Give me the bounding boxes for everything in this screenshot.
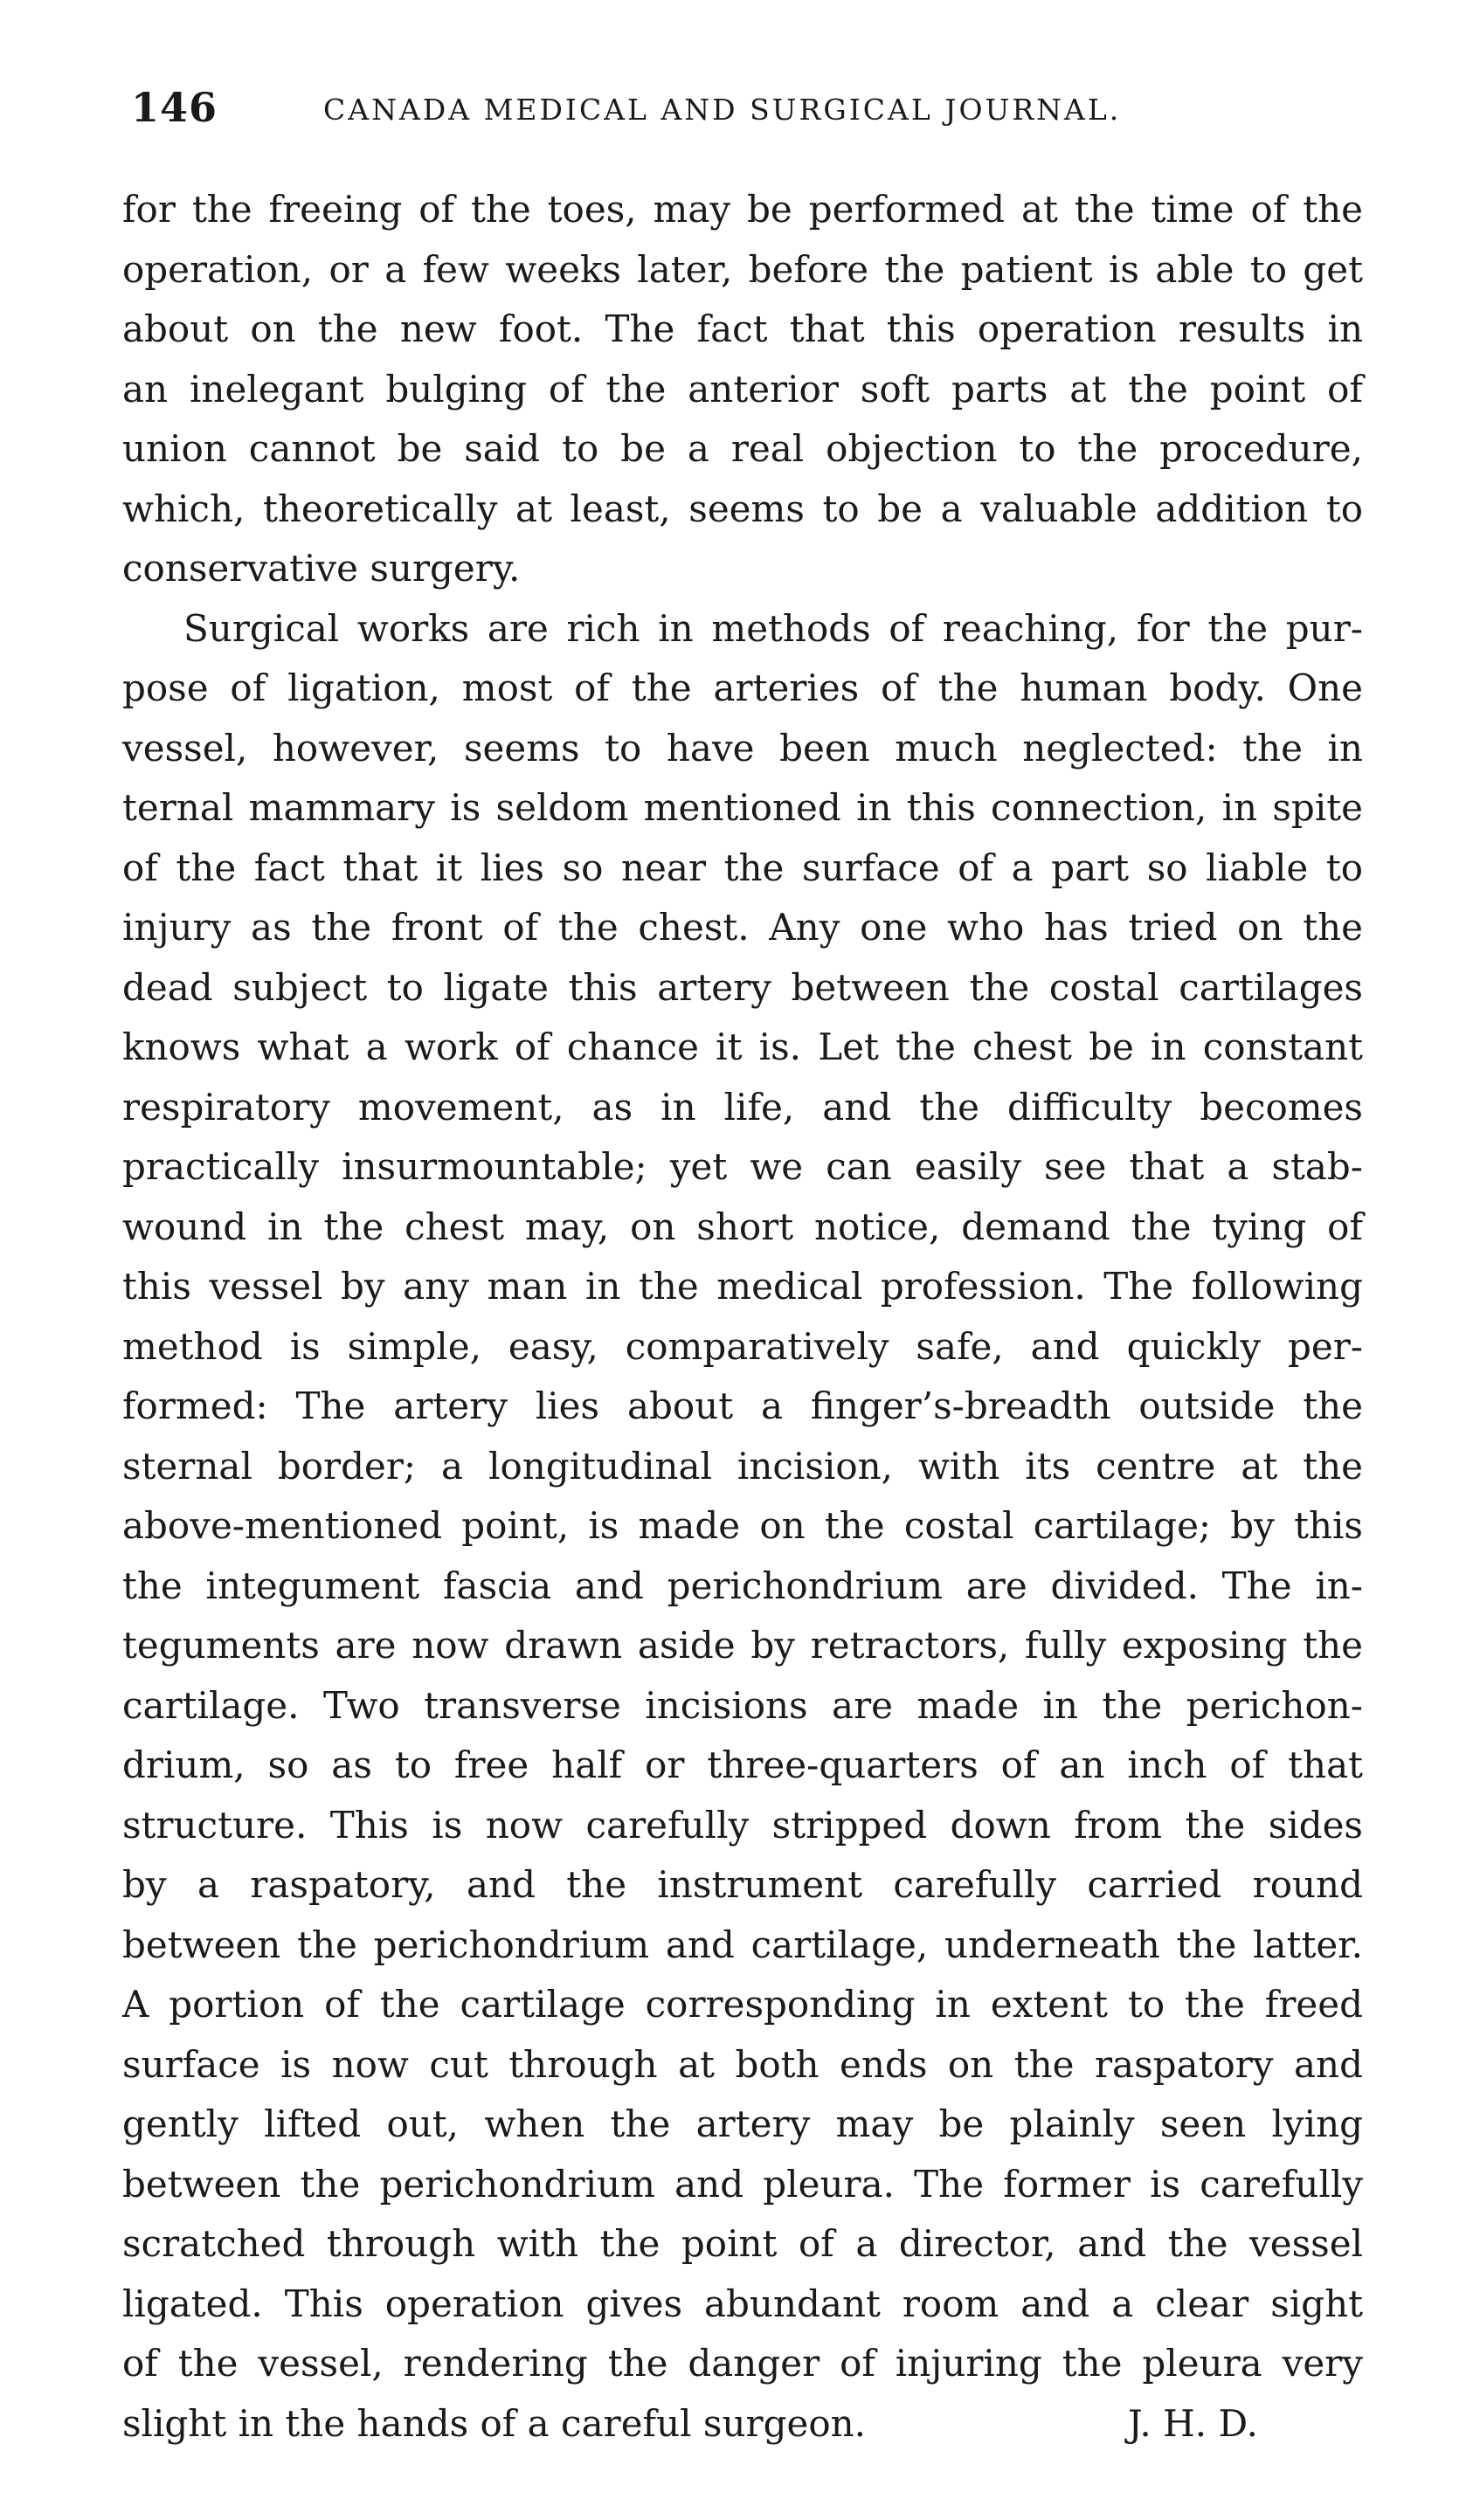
- text-line: for the freeing of the toes, may be performed at the time of the: [122, 188, 1363, 231]
- text-line: formed: The artery lies about a finger’s-breadth outside the: [122, 1384, 1363, 1427]
- text-line: sternal border; a longitudinal incision, with its centre at the: [122, 1444, 1363, 1488]
- text-line: above-mentioned point, is made on the costal cartilage; by this: [122, 1504, 1363, 1547]
- text-line: surface is now cut through at both ends on the raspatory and: [122, 2042, 1363, 2086]
- text-line: operation, or a few weeks later, before the patient is able to get: [122, 247, 1363, 291]
- text-line: union cannot be said to be a real objection to the procedure,: [122, 427, 1363, 470]
- text-line: ligated. This operation gives abundant room and a clear sight: [122, 2282, 1363, 2325]
- final-text-line: slight in the hands of a careful surgeon.: [122, 2401, 867, 2445]
- text-line: knows what a work of chance it is. Let the chest be in constant: [122, 1025, 1363, 1068]
- text-line: the integument fascia and perichondrium are divided. The in-: [122, 1564, 1363, 1607]
- paragraph-1: [122, 180, 1363, 599]
- closing-line: [122, 2394, 1363, 2454]
- text-line: A portion of the cartilage corresponding in extent to the freed: [122, 1983, 1363, 2026]
- text-line: Surgical works are rich in methods of reaching, for the pur-: [183, 606, 1363, 650]
- text-line: injury as the front of the chest. Any one who has tried on the: [122, 906, 1363, 949]
- text-line: by a raspatory, and the instrument carefully carried round: [122, 1863, 1363, 1906]
- text-line: pose of ligation, most of the arteries of the human body. One: [122, 666, 1363, 709]
- text-line: which, theoretically at least, seems to be a valuable addition to: [122, 487, 1363, 530]
- paragraph-2: [122, 599, 1363, 2454]
- text-line: method is simple, easy, comparatively safe, and quickly per-: [122, 1324, 1363, 1368]
- text-line: vessel, however, seems to have been much neglected: the in: [122, 726, 1363, 770]
- text-line: between the perichondrium and cartilage, underneath the latter.: [122, 1923, 1363, 1966]
- author-signature: J. H. D.: [1127, 2401, 1258, 2445]
- text-line: respiratory movement, as in life, and the difficulty becomes: [122, 1085, 1363, 1129]
- page-number: 146: [131, 84, 218, 131]
- text-line: gently lifted out, when the artery may be plainly seen lying: [122, 2102, 1363, 2145]
- text-line: wound in the chest may, on short notice, demand the tying of: [122, 1205, 1363, 1248]
- text-line: this vessel by any man in the medical profession. The following: [122, 1265, 1363, 1308]
- text-line: teguments are now drawn aside by retractors, fully exposing the: [122, 1624, 1363, 1667]
- text-line: dead subject to ligate this artery between the costal cartilages: [122, 965, 1363, 1009]
- text-line: conservative surgery.: [122, 547, 521, 590]
- text-line: drium, so as to free half or three-quarters of an inch of that: [122, 1743, 1363, 1786]
- text-line: between the perichondrium and pleura. The former is carefully: [122, 2162, 1363, 2206]
- text-line: ternal mammary is seldom mentioned in this connection, in spite: [122, 786, 1363, 829]
- text-line: about on the new foot. The fact that this operation results in: [122, 307, 1363, 350]
- text-line: practically insurmountable; yet we can easily see that a stab-: [122, 1145, 1363, 1188]
- journal-title: CANADA MEDICAL AND SURGICAL JOURNAL.: [323, 93, 1122, 127]
- running-head: [131, 84, 1372, 136]
- text-line: of the vessel, rendering the danger of injuring the pleura very: [122, 2342, 1363, 2385]
- text-line: cartilage. Two transverse incisions are made in the perichon-: [122, 1683, 1363, 1727]
- text-line: of the fact that it lies so near the surface of a part so liable to: [122, 846, 1363, 889]
- text-line: an inelegant bulging of the anterior soft parts at the point of: [122, 367, 1363, 411]
- body-text: [122, 180, 1363, 2454]
- text-line: structure. This is now carefully stripped down from the sides: [122, 1803, 1363, 1847]
- text-line: scratched through with the point of a director, and the vessel: [122, 2222, 1363, 2265]
